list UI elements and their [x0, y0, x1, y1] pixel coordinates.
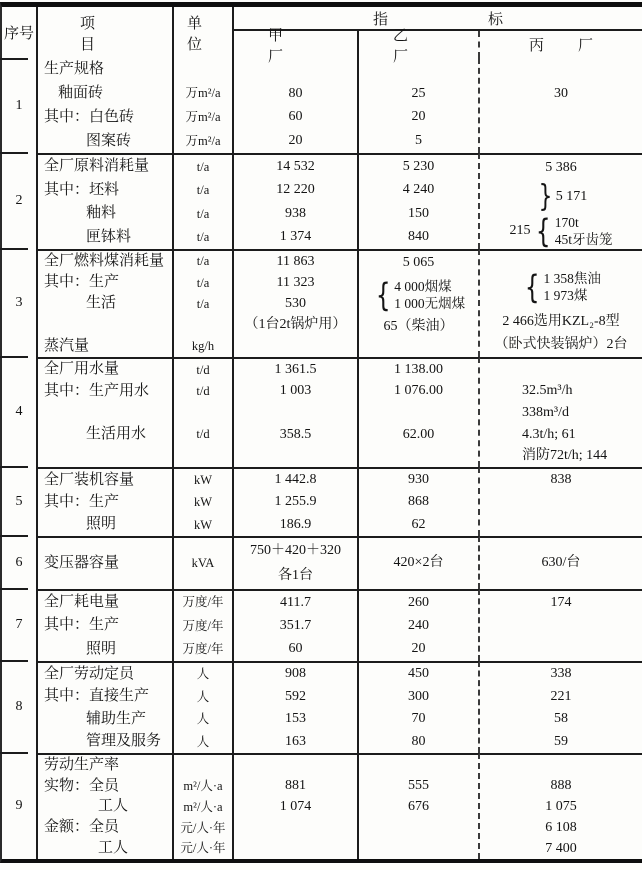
unit-line	[174, 58, 232, 82]
value-line: 150	[408, 205, 429, 221]
cell-item	[38, 467, 174, 536]
value-line: 60	[288, 641, 303, 657]
item-line: 工人	[98, 839, 129, 856]
value-line: 938	[285, 205, 306, 221]
value-line: 1 075	[545, 798, 577, 814]
value-line: 65（柴油）	[383, 318, 454, 334]
value-line: 12 220	[276, 182, 315, 198]
cell-item	[38, 249, 174, 357]
item-line: 照明	[86, 516, 117, 533]
cell-factory-c	[480, 753, 642, 859]
cell-unit	[174, 249, 234, 357]
cell-item	[38, 589, 174, 661]
unit-line: t/a	[196, 254, 210, 269]
value-line: 868	[408, 494, 429, 510]
value-line	[359, 402, 478, 424]
cell-factory-a	[234, 467, 359, 536]
value-line: 80	[288, 85, 303, 101]
cell-factory-c	[480, 467, 642, 536]
value-line: 186.9	[279, 516, 312, 532]
unit-line: t/d	[196, 427, 210, 442]
cell-factory-b	[359, 58, 480, 153]
value-line	[234, 817, 357, 838]
value-line: 338m³/d	[522, 404, 569, 420]
cell-factory-b	[359, 753, 480, 859]
cell-factory-a	[234, 249, 359, 357]
unit-line: kW	[193, 472, 213, 487]
item-line: 其中：生产用水	[44, 382, 150, 399]
value-line: 1 442.8	[274, 472, 317, 488]
right-brace-icon: }	[538, 179, 553, 215]
unit-line: t/a	[196, 296, 210, 311]
factory-indicator-table	[0, 2, 642, 863]
item-line: 其中：坯料	[44, 181, 120, 198]
item-line: 生活用水	[86, 425, 147, 442]
header-indicator-label: 指标	[372, 11, 603, 28]
cell-item	[38, 661, 174, 753]
value-line	[234, 336, 357, 357]
value-line: 59	[554, 733, 568, 749]
cell-item	[38, 58, 174, 153]
value-line	[480, 514, 642, 536]
unit-line: 人	[196, 667, 210, 682]
cell-unit	[174, 589, 234, 661]
item-line: 全厂原料消耗量	[44, 158, 150, 175]
value-line: 5 065	[402, 254, 435, 270]
brace-line: 45t牙齿笼	[554, 232, 613, 248]
item-line	[38, 402, 172, 424]
value-line: 4.3t/h; 61	[522, 426, 576, 442]
header-col-unit-label: 单位	[187, 15, 216, 53]
cell-factory-b	[359, 661, 480, 753]
value-line: 300	[408, 688, 429, 704]
item-line: 变压器容量	[44, 554, 120, 571]
value-line: 1 361.5	[274, 361, 317, 377]
brace-lines	[394, 278, 465, 312]
value-line	[480, 106, 642, 130]
value-line: 592	[285, 688, 306, 704]
value-line	[359, 755, 478, 776]
value-line: 838	[550, 472, 572, 488]
value-line: 4 240	[402, 182, 435, 198]
unit-line: kg/h	[191, 339, 215, 354]
cell-seq	[2, 58, 38, 153]
cell-unit	[174, 467, 234, 536]
item-line: 图案砖	[86, 132, 132, 149]
item-line: 全厂劳动定员	[44, 665, 135, 682]
value-line: 338	[550, 666, 572, 682]
unit-line: 元/人·年	[180, 841, 226, 856]
header-col-seq	[2, 7, 38, 58]
value-line: 420×2台	[393, 555, 444, 571]
header-col-item	[38, 7, 174, 58]
unit-line: t/a	[196, 183, 210, 198]
item-line: 金额：全员	[44, 819, 120, 836]
value-line: 174	[550, 594, 572, 610]
seq-value: 4	[15, 404, 23, 419]
header-factory-b-label: 乙厂	[393, 27, 443, 65]
table-row	[2, 58, 642, 153]
value-line: 5 386	[545, 159, 577, 175]
value-line	[359, 838, 478, 859]
unit-line: 元/人·年	[180, 820, 226, 835]
seq-value: 5	[15, 493, 23, 509]
cell-item	[38, 357, 174, 467]
unit-line: t/a	[196, 159, 210, 174]
value-line: 5 171	[555, 189, 588, 205]
item-line	[38, 445, 172, 467]
unit-line: 万m²/a	[185, 110, 221, 125]
value-line	[480, 755, 642, 776]
unit-line: t/d	[196, 362, 210, 377]
cell-factory-b	[359, 589, 480, 661]
unit-line: t/a	[196, 230, 210, 245]
value-line: 260	[408, 594, 429, 610]
cell-factory-c	[480, 357, 642, 467]
cell-unit	[174, 58, 234, 153]
unit-line: t/a	[196, 206, 210, 221]
value-line	[480, 58, 642, 82]
unit-line	[174, 445, 232, 467]
table-row	[2, 249, 642, 357]
cell-unit	[174, 153, 234, 249]
table-row	[2, 357, 642, 467]
header-factory-c-label: 丙厂	[528, 38, 627, 54]
unit-line: 万m²/a	[185, 86, 221, 101]
item-line: 生活	[86, 295, 117, 312]
value-line: （1台2t锅炉用）	[244, 317, 347, 333]
unit-line: kW	[193, 495, 213, 510]
cell-factory-c	[480, 536, 642, 589]
item-line: 实物：全员	[44, 777, 120, 794]
item-line: 蒸汽量	[44, 337, 90, 354]
value-line: 1 374	[279, 229, 312, 245]
table-header	[2, 7, 642, 65]
value-line: 5 230	[402, 158, 435, 174]
brace-line: 1 358焦油	[543, 271, 601, 287]
value-line	[234, 838, 357, 859]
value-line: 2 466选用KZL₂-8型	[502, 313, 620, 329]
value-line: 450	[408, 666, 429, 682]
seq-value: 7	[15, 617, 23, 632]
table-row	[2, 153, 642, 249]
seq-value: 6	[15, 554, 23, 570]
header-indicator-group	[234, 7, 642, 65]
value-line: 消防72t/h; 144	[522, 448, 608, 464]
value-line: 32.5m³/h	[522, 383, 573, 399]
header-col-seq-label: 序号	[3, 26, 34, 42]
value-line: 20	[411, 109, 426, 125]
value-line: 62	[411, 516, 426, 532]
value-line: 11 863	[276, 253, 315, 269]
left-brace-icon: {	[536, 212, 551, 251]
value-line: （卧式快装锅炉）2台	[494, 337, 628, 353]
value-line: 888	[550, 778, 572, 794]
unit-line: kVA	[191, 556, 215, 571]
brace-line: 1 000无烟煤	[394, 296, 466, 312]
value-line: 1 255.9	[274, 494, 317, 510]
cell-unit	[174, 753, 234, 859]
item-line: 劳动生产率	[44, 756, 120, 773]
unit-line: kW	[193, 517, 213, 532]
header-factory-a	[234, 27, 359, 65]
cell-factory-b	[359, 153, 480, 249]
item-line: 辅助生产	[86, 710, 147, 727]
left-brace-icon: {	[375, 276, 391, 315]
unit-line: 万m²/a	[185, 133, 221, 148]
value-line	[480, 614, 642, 637]
header-factory-a-label: 甲厂	[268, 27, 318, 65]
value-line: 1 074	[279, 798, 312, 814]
cell-factory-b	[359, 357, 480, 467]
item-line: 全厂耗电量	[44, 594, 120, 611]
value-line: 750＋420＋320	[250, 542, 341, 558]
value-line: 881	[285, 778, 306, 794]
header-col-unit	[174, 7, 234, 58]
cell-factory-b	[359, 249, 480, 357]
brace-lines	[555, 214, 613, 248]
value-line: 163	[285, 733, 306, 749]
left-brace-icon: {	[524, 268, 540, 307]
value-line	[359, 275, 478, 316]
value-line: 20	[411, 641, 426, 657]
item-line: 釉料	[86, 205, 117, 222]
cell-factory-b	[359, 536, 480, 589]
item-line: 生产规格	[44, 61, 105, 78]
cell-factory-a	[234, 753, 359, 859]
value-line	[359, 445, 478, 467]
value-line: 6 108	[545, 819, 577, 835]
brace-line: 4 000烟煤	[394, 279, 452, 295]
cell-factory-a	[234, 661, 359, 753]
item-line	[38, 315, 172, 336]
value-line	[480, 359, 642, 381]
value-line: 1 138.00	[394, 361, 443, 377]
cell-seq	[2, 536, 38, 589]
cell-factory-a	[234, 58, 359, 153]
value-line: 840	[408, 229, 429, 245]
item-line: 全厂燃料煤消耗量	[44, 252, 165, 269]
cell-item	[38, 536, 174, 589]
table-row	[2, 467, 642, 536]
value-line	[234, 445, 357, 467]
unit-line: m²/人·a	[183, 779, 223, 793]
cell-factory-c	[480, 153, 642, 249]
cell-factory-a	[234, 153, 359, 249]
value-line: 358.5	[279, 426, 312, 442]
seq-value: 8	[15, 699, 23, 714]
item-line: 照明	[86, 640, 117, 657]
cell-item	[38, 153, 174, 249]
item-line: 全厂用水量	[44, 361, 120, 378]
value-line	[359, 58, 478, 82]
value-line	[480, 251, 642, 265]
cell-seq	[2, 467, 38, 536]
cell-factory-c	[480, 589, 642, 661]
seq-value: 3	[15, 295, 23, 310]
value-line: 11 323	[276, 274, 315, 290]
value-line: 153	[285, 711, 306, 727]
value-line	[234, 402, 357, 424]
header-col-item-label: 项目	[80, 15, 138, 53]
item-line: 其中：生产	[44, 617, 120, 634]
item-line: 匣钵料	[86, 228, 132, 245]
item-line: 其中：生产	[44, 274, 120, 291]
cell-factory-a	[234, 589, 359, 661]
value-line	[234, 58, 357, 82]
value-line: 20	[288, 133, 303, 149]
value-line	[480, 491, 642, 513]
cell-factory-c	[480, 249, 642, 357]
brace-line: 1 973煤	[543, 288, 588, 304]
value-line: 14 532	[276, 158, 315, 174]
value-line: 411.7	[280, 594, 311, 610]
value-line	[480, 265, 642, 310]
unit-line: 人	[196, 734, 210, 749]
seq-value: 1	[15, 97, 23, 113]
unit-line	[174, 755, 232, 776]
value-line: 351.7	[279, 617, 312, 633]
value-line: 5	[415, 133, 422, 149]
unit-line: 万度/年	[182, 642, 224, 657]
brace-prefix-value: 215	[509, 223, 531, 239]
value-line: 221	[550, 688, 572, 704]
table-body	[2, 58, 642, 859]
value-line: 908	[285, 666, 306, 682]
cell-seq	[2, 589, 38, 661]
table-row	[2, 536, 642, 589]
value-line: 630/台	[541, 555, 581, 571]
item-line: 全厂装机容量	[44, 471, 135, 488]
cell-factory-b	[359, 467, 480, 536]
cell-unit	[174, 661, 234, 753]
header-factory-row	[234, 27, 642, 65]
value-line: 930	[408, 472, 429, 488]
value-line	[234, 755, 357, 776]
value-line: 30	[554, 85, 568, 101]
value-line: 555	[408, 778, 429, 794]
item-line: 其中：直接生产	[44, 688, 150, 705]
value-line: 7 400	[545, 840, 577, 856]
cell-factory-c	[480, 661, 642, 753]
cell-factory-c	[480, 58, 642, 153]
seq-value: 9	[15, 798, 23, 813]
value-line: 676	[408, 798, 429, 814]
value-line: 1 003	[279, 383, 312, 399]
unit-line	[174, 315, 232, 336]
value-line: 各1台	[278, 568, 313, 584]
cell-item	[38, 753, 174, 859]
table-row	[2, 753, 642, 859]
item-line: 管理及服务	[86, 733, 162, 750]
item-line: 釉面砖	[58, 85, 104, 101]
unit-line: 人	[196, 689, 210, 704]
cell-unit	[174, 536, 234, 589]
brace-lines	[543, 270, 600, 304]
value-line	[480, 180, 642, 213]
value-line	[480, 214, 642, 249]
cell-seq	[2, 153, 38, 249]
brace-line: 170t	[554, 215, 579, 231]
value-line: 240	[408, 617, 429, 633]
item-line: 其中：白色砖	[44, 108, 135, 125]
unit-line: 人	[196, 712, 210, 727]
header-factory-c	[480, 31, 642, 58]
value-line: 62.00	[402, 426, 435, 442]
header-factory-b	[359, 27, 480, 65]
value-line	[359, 337, 478, 357]
cell-seq	[2, 661, 38, 753]
value-line: 530	[285, 295, 306, 311]
value-line: 1 076.00	[394, 383, 443, 399]
value-line: 60	[288, 109, 303, 125]
value-line	[480, 129, 642, 153]
seq-value: 2	[15, 193, 23, 208]
item-line: 其中：生产	[44, 493, 120, 510]
unit-line: t/a	[196, 275, 210, 290]
unit-line	[174, 402, 232, 424]
unit-line: m²/人·a	[183, 799, 223, 814]
value-line	[480, 638, 642, 661]
cell-factory-a	[234, 536, 359, 589]
cell-seq	[2, 753, 38, 859]
value-line: 25	[411, 85, 426, 101]
table-row	[2, 589, 642, 661]
cell-unit	[174, 357, 234, 467]
value-line: 80	[411, 733, 426, 749]
cell-seq	[2, 249, 38, 357]
table-row	[2, 661, 642, 753]
unit-line: 万度/年	[182, 595, 224, 610]
item-line: 工人	[98, 798, 129, 815]
cell-seq	[2, 357, 38, 467]
unit-line: t/d	[196, 384, 210, 399]
value-line	[359, 817, 478, 838]
value-line: 58	[554, 711, 568, 727]
unit-line: 万度/年	[182, 618, 224, 633]
value-line: 70	[411, 711, 426, 727]
cell-factory-a	[234, 357, 359, 467]
